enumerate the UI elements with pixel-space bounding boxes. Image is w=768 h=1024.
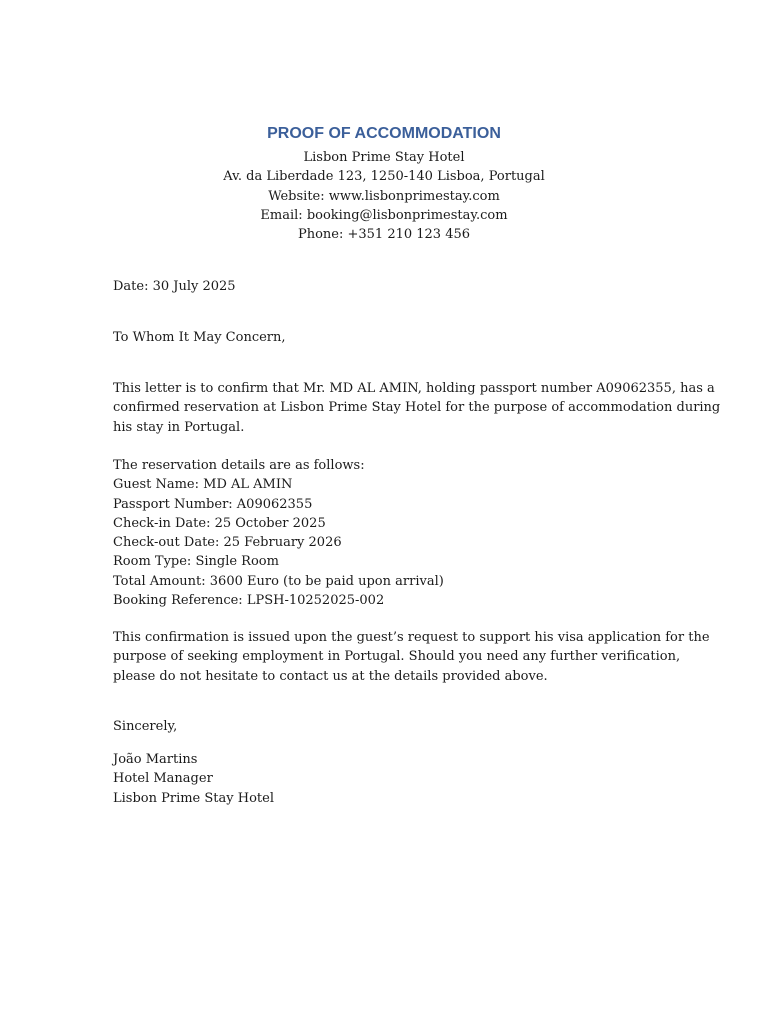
hotel-website: Website: www.lisbonprimestay.com <box>268 188 500 204</box>
detail-passport-number: Passport Number: A09062355 <box>113 496 313 512</box>
paragraph-line: his stay in Portugal. <box>113 419 245 435</box>
hotel-email: Email: booking@lisbonprimestay.com <box>260 207 508 223</box>
letter-signoff: Sincerely, <box>113 719 178 734</box>
document-title: PROOF OF ACCOMMODATION <box>267 125 501 142</box>
hotel-name: Lisbon Prime Stay Hotel <box>303 150 465 165</box>
hotel-address: Av. da Liberdade 123, 1250-140 Lisboa, Portugal <box>223 169 545 185</box>
detail-check-in: Check-in Date: 25 October 2025 <box>113 515 326 531</box>
hotel-phone: Phone: +351 210 123 456 <box>297 227 471 243</box>
letter-salutation: To Whom It May Concern, <box>113 330 286 345</box>
intro-paragraph <box>113 379 721 437</box>
paragraph-line: This confirmation is issued upon the guest’s request to support his visa application for the <box>113 630 710 645</box>
detail-check-out: Check-out Date: 25 February 2026 <box>113 535 342 551</box>
detail-room-type: Room Type: Single Room <box>113 554 279 570</box>
paragraph-line: please do not hesitate to contact us at the details provided above. <box>113 668 548 684</box>
paragraph-line: confirmed reservation at Lisbon Prime Stay Hotel for the purpose of accommodation during <box>113 400 721 416</box>
signature-block <box>113 750 673 808</box>
signatory-organization: Lisbon Prime Stay Hotel <box>113 790 274 806</box>
paragraph-line: purpose of seeking employment in Portugal. Should you need any further verification, <box>113 649 681 665</box>
detail-booking-reference: Booking Reference: LPSH-10252025-002 <box>113 593 385 609</box>
reservation-details <box>113 456 673 610</box>
signatory-title: Hotel Manager <box>113 771 213 787</box>
signatory-name: João Martins <box>113 752 198 767</box>
letter-date: Date: 30 July 2025 <box>113 279 236 294</box>
paragraph-line: This letter is to confirm that Mr. MD AL AMIN, holding passport number A09062355, has a <box>113 381 715 396</box>
hotel-letterhead <box>0 148 768 244</box>
detail-total-amount: Total Amount: 3600 Euro (to be paid upon arrival) <box>113 573 444 589</box>
details-heading: The reservation details are as follows: <box>113 458 365 473</box>
closing-paragraph <box>113 628 710 686</box>
detail-guest-name: Guest Name: MD AL AMIN <box>113 477 293 493</box>
